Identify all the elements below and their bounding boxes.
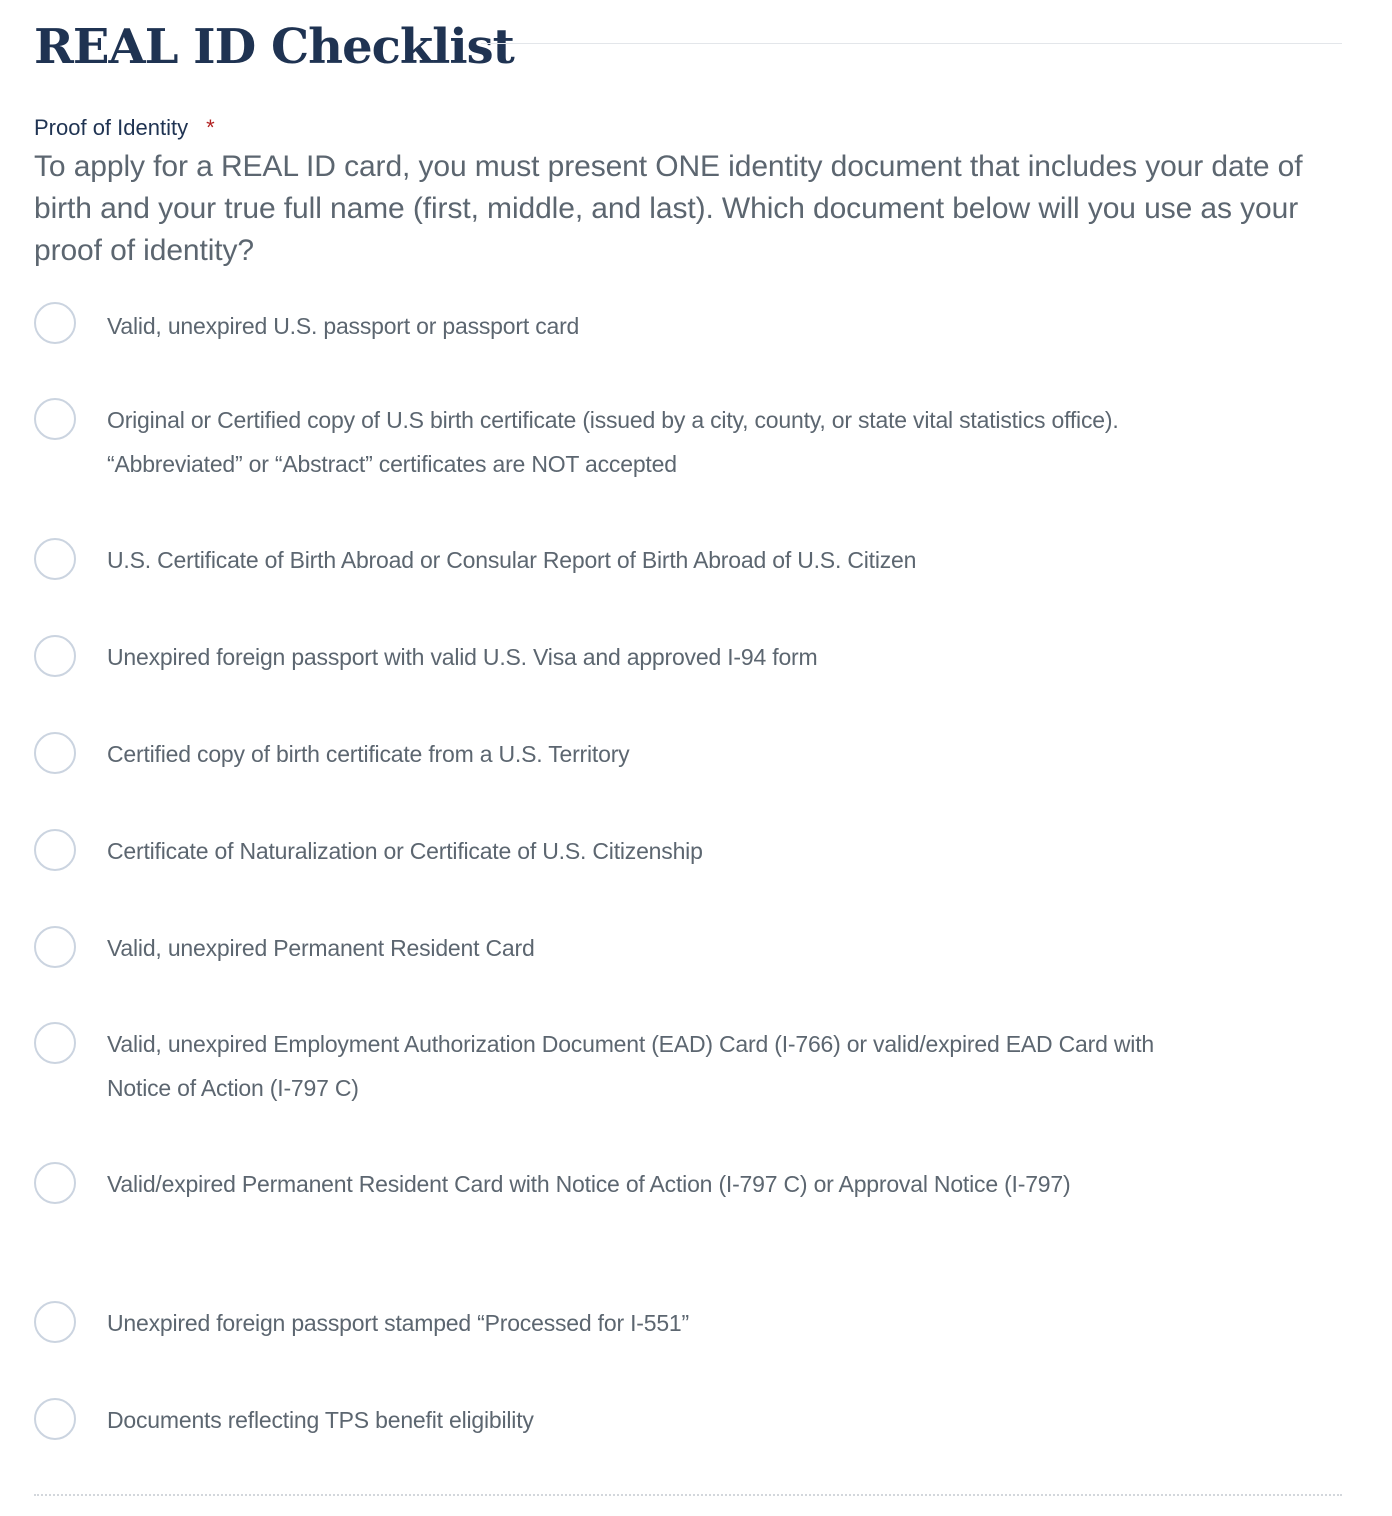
radio-option-label: Valid/expired Permanent Resident Card with Notice of Action (I-797 C) or Approval Notice (I-797): [107, 1171, 1071, 1197]
radio-button[interactable]: [34, 538, 76, 580]
title-divider: [481, 43, 1342, 44]
radio-button[interactable]: [34, 635, 76, 677]
section-divider: [34, 1494, 1342, 1496]
title-row: [34, 0, 1342, 80]
page-title: REAL ID Checklist: [34, 19, 514, 75]
radio-option-label: Certificate of Naturalization or Certificate of U.S. Citizenship: [107, 838, 703, 864]
radio-option-label: Unexpired foreign passport with valid U.S. Visa and approved I-94 form: [107, 644, 818, 670]
radio-button[interactable]: [34, 1398, 76, 1440]
radio-button[interactable]: [34, 302, 76, 344]
required-marker: *: [206, 115, 215, 140]
radio-option-label: Certified copy of birth certificate from a U.S. Territory: [107, 741, 630, 767]
radio-button[interactable]: [34, 829, 76, 871]
checklist-page: [34, 0, 1342, 1433]
radio-option-label: Original or Certified copy of U.S birth certificate (issued by a city, county, or state vital statistics office). “Abbreviated” or “Abstract” certificates are NOT accepted: [107, 407, 1119, 477]
radio-option-label: U.S. Certificate of Birth Abroad or Consular Report of Birth Abroad of U.S. Citizen: [107, 547, 917, 573]
question-text: To apply for a REAL ID card, you must present ONE identity document that includes your date of birth and your true full name (first, middle, and last). Which document below will you use as your proof of identity?: [34, 150, 1303, 267]
radio-button[interactable]: [34, 926, 76, 968]
radio-option-label: Valid, unexpired Permanent Resident Card: [107, 935, 535, 961]
radio-button[interactable]: [34, 1162, 76, 1204]
radio-option-label: Valid, unexpired U.S. passport or passport card: [107, 313, 580, 339]
radio-option-label: Documents reflecting TPS benefit eligibility: [107, 1407, 534, 1433]
radio-button[interactable]: [34, 1301, 76, 1343]
radio-button[interactable]: [34, 732, 76, 774]
radio-option-label: Unexpired foreign passport stamped “Processed for I-551”: [107, 1310, 689, 1336]
radio-option-label: Valid, unexpired Employment Authorization Document (EAD) Card (I-766) or valid/expired EAD Card with Notice of Action (I-797 C): [107, 1031, 1154, 1101]
field-label-row: [34, 113, 215, 143]
field-label: Proof of Identity: [34, 115, 189, 140]
radio-button[interactable]: [34, 398, 76, 440]
radio-button[interactable]: [34, 1022, 76, 1064]
